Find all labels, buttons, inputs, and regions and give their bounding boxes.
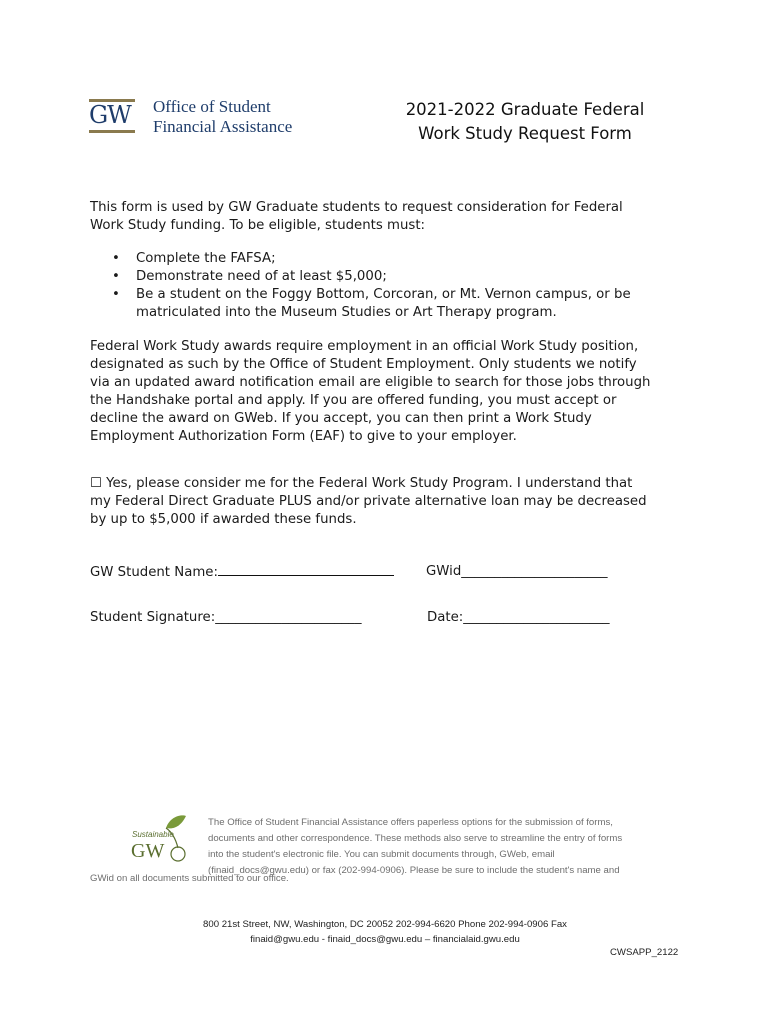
paperless-line1: The Office of Student Financial Assistance offers paperless options for the submission of forms,	[208, 817, 613, 828]
eligibility-item-text-cont: matriculated into the Museum Studies or Art Therapy program.	[136, 305, 557, 320]
paperless-line2: documents and other correspondence. These methods also serve to streamline the entry of forms	[208, 833, 623, 844]
form-title	[370, 98, 680, 146]
intro-paragraph	[90, 199, 623, 235]
logo-office-line2: Financial Assistance	[153, 117, 293, 136]
form-title-line2: Work Study Request Form	[418, 124, 632, 143]
logo-office-line1: Office of Student	[153, 97, 271, 116]
logo-gw-letters: GW	[89, 101, 131, 129]
consent-line1	[90, 475, 647, 493]
eligibility-item-text: • Complete the FAFSA;	[136, 251, 276, 266]
gw-logo-mark	[89, 97, 137, 139]
eligibility-item	[112, 250, 631, 268]
student-name-field[interactable]	[90, 563, 394, 582]
consent-line3: by up to $5,000 if awarded these funds.	[90, 512, 357, 527]
eligibility-item	[112, 268, 631, 286]
consent-line1-text: Yes, please consider me for the Federal Work Study Program. I understand that	[101, 476, 633, 491]
signature-line[interactable]: ______________________	[215, 610, 362, 625]
logo-bar-bottom	[89, 130, 135, 133]
eligibility-item-text: • Be a student on the Foggy Bottom, Corcoran, or Mt. Vernon campus, or be	[136, 287, 631, 302]
consent-line2: my Federal Direct Graduate PLUS and/or private alternative loan may be decreased	[90, 494, 647, 509]
eligibility-item-text: • Demonstrate need of at least $5,000;	[136, 269, 387, 284]
form-title-line1: 2021-2022 Graduate Federal	[405, 100, 645, 119]
logo-office-name	[153, 97, 292, 137]
awards-paragraph	[90, 338, 650, 446]
awards-line5: decline the award on GWeb. If you accept, you can then print a Work Study	[90, 411, 592, 426]
paperless-line5: GWid on all documents submitted to our office.	[90, 873, 289, 884]
intro-line2: Work Study funding. To be eligible, students must:	[90, 218, 426, 233]
paperless-line3: into the student's electronic file. You can submit documents through, GWeb, email	[208, 849, 555, 860]
awards-line1: Federal Work Study awards require employment in an official Work Study position,	[90, 339, 639, 354]
date-field[interactable]	[427, 609, 610, 627]
gwid-label: GWid	[426, 564, 462, 579]
signature-field[interactable]	[90, 609, 361, 627]
consent-statement	[90, 475, 647, 529]
awards-line3: via an updated award notification email are eligible to search for those jobs through	[90, 375, 651, 390]
intro-line1: This form is used by GW Graduate students to request consideration for Federal	[90, 200, 623, 215]
gwid-field[interactable]	[426, 563, 608, 581]
office-address: 800 21st Street, NW, Washington, DC 20052 202-994-6620 Phone 202-994-0906 Fax	[203, 919, 567, 930]
gw-osfa-logo	[89, 97, 319, 139]
awards-line6: Employment Authorization Form (EAF) to give to your employer.	[90, 429, 517, 444]
form-code: CWSAPP_2122	[610, 947, 679, 958]
student-name-label: GW Student Name:	[90, 565, 218, 580]
office-contacts: finaid@gwu.edu - finaid_docs@gwu.edu – financialaid.gwu.edu	[250, 934, 520, 945]
signature-label: Student Signature:	[90, 610, 216, 625]
gwid-line[interactable]: ______________________	[461, 564, 608, 579]
eligibility-list	[112, 250, 631, 322]
student-name-line[interactable]	[218, 563, 394, 576]
sustainable-text: Sustainable	[132, 830, 174, 839]
awards-line4: the Handshake portal and apply. If you are offered funding, you must accept or	[90, 393, 617, 408]
sustainable-gw-mark: GW	[131, 840, 165, 862]
eligibility-item	[112, 286, 631, 322]
date-label: Date:	[427, 610, 464, 625]
consent-checkbox[interactable]: ☐	[90, 476, 102, 491]
paperless-note	[208, 815, 622, 879]
awards-line2: designated as such by the Office of Student Employment. Only students we notify	[90, 357, 637, 372]
paperless-line4: (finaid_docs@gwu.edu) or fax (202-994-0906). Please be sure to include the student's name and	[208, 865, 620, 876]
date-line[interactable]: ______________________	[463, 610, 610, 625]
